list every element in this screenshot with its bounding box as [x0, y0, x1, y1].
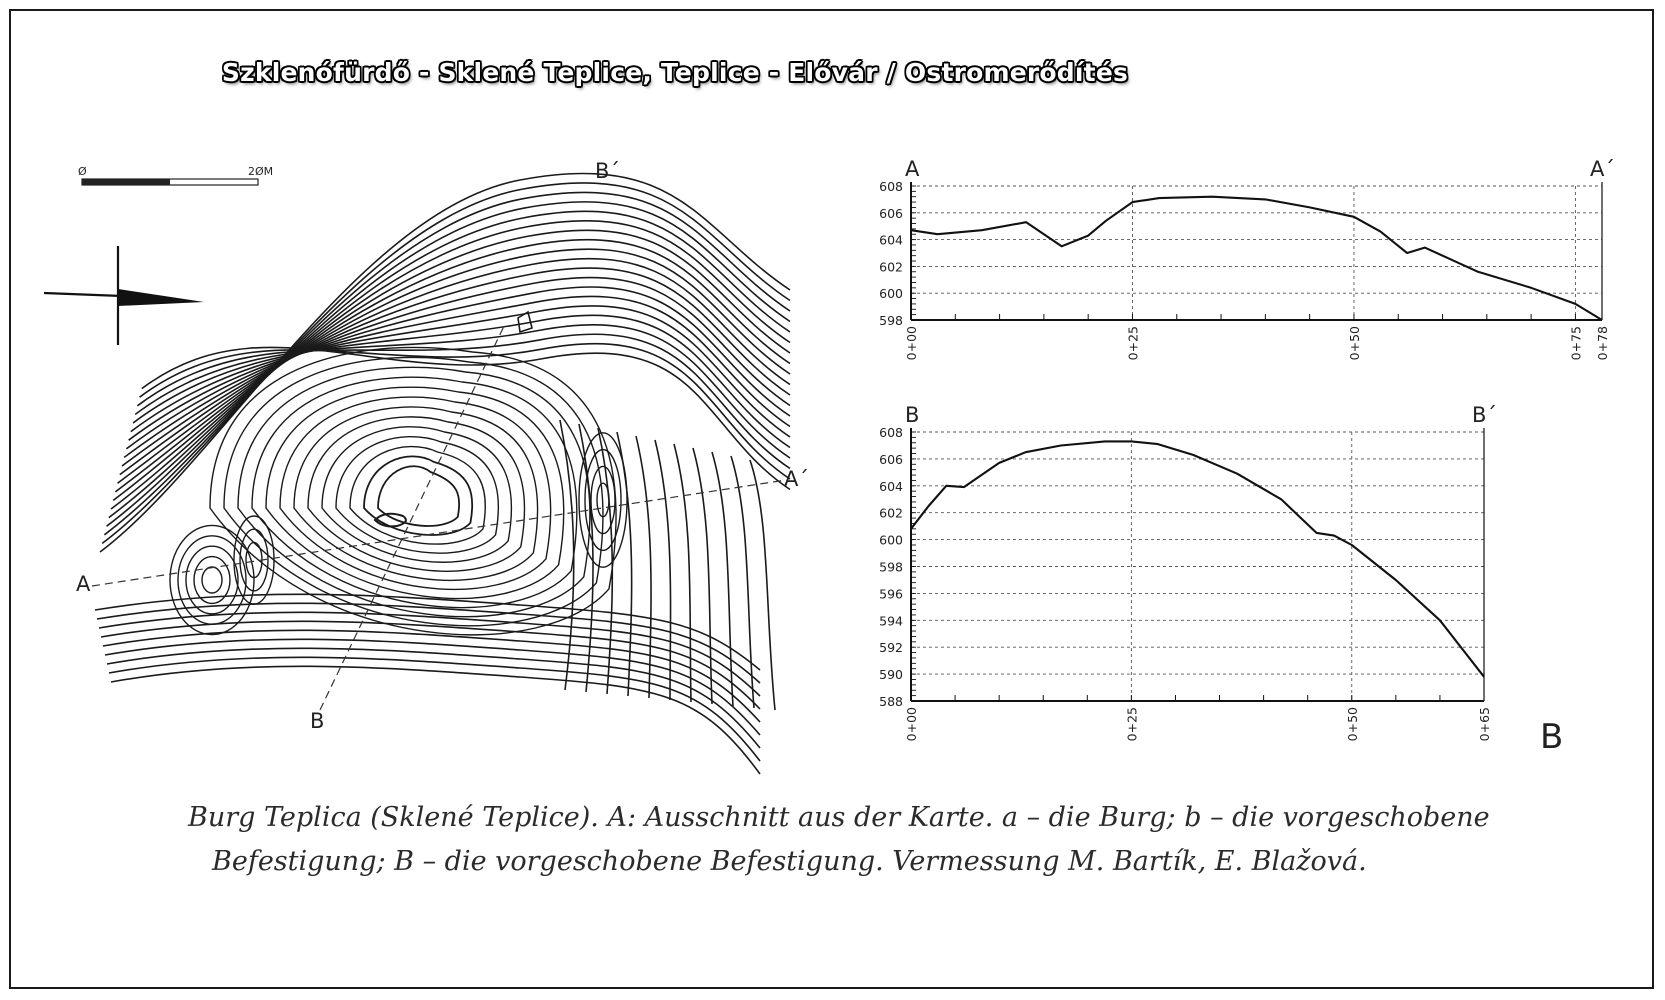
profile-a-y-tick-label: 600 — [879, 286, 903, 302]
profile-a-end-label: A´ — [1590, 157, 1615, 181]
profile-b-end-label: B´ — [1472, 403, 1497, 427]
contour-line — [120, 259, 790, 475]
contour-line — [111, 666, 760, 774]
contour-line — [655, 440, 671, 700]
profile-b-x-tick-label: 0+65 — [1477, 707, 1492, 742]
profile-a-x-tick-label: 0+78 — [1595, 326, 1610, 361]
section-line-a — [92, 480, 786, 586]
scale-start-label: Ø — [78, 165, 87, 178]
profile-b-y-tick-label: 588 — [879, 694, 903, 709]
contour-line — [210, 347, 616, 634]
profile-b-y-tick-label: 596 — [879, 586, 903, 602]
page-title: Szklenófürdő - Sklené Teplice, Teplice - Elővár / Ostromerődítés — [221, 58, 1129, 87]
contour-line — [122, 268, 790, 466]
contour-map — [95, 173, 790, 774]
profile-b-profile-line — [911, 441, 1484, 676]
profile-a-x-tick-label: 0+50 — [1346, 326, 1362, 361]
profile-b-y-tick-label: 592 — [879, 640, 903, 656]
profile-a-profile-line — [911, 197, 1602, 320]
profile-a-y-tick-label: 606 — [879, 205, 903, 221]
profile-a-y-tick-label: 604 — [879, 232, 903, 248]
scale-end-label: 2ØM — [248, 165, 274, 178]
profile-b-y-tick-label: 600 — [879, 532, 903, 548]
profile-b-y-tick-label: 590 — [879, 667, 903, 683]
north-arrow-icon — [44, 246, 204, 345]
profile-a-x-tick-label: 0+00 — [904, 326, 919, 361]
map-label-b-prime: B´ — [595, 159, 620, 183]
contour-line — [109, 657, 760, 761]
profile-a-x-tick-label: 0+25 — [1125, 326, 1141, 361]
profile-b-y-tick-label: 598 — [879, 559, 903, 575]
profile-b-y-tick-label: 606 — [879, 451, 903, 467]
contour-line — [124, 278, 790, 458]
profile-b-y-tick-label: 602 — [879, 505, 903, 521]
contour-line — [107, 648, 760, 748]
profile-chart-a — [879, 157, 1615, 360]
profile-b-x-tick-label: 0+25 — [1124, 707, 1140, 742]
map-label-b: B — [310, 709, 325, 733]
profile-b-y-tick-label: 604 — [879, 478, 903, 494]
profile-a-x-tick-label: 0+75 — [1568, 326, 1584, 361]
panel-letter: B — [1540, 717, 1564, 757]
contour-line — [135, 325, 790, 458]
caption-line-1: Burg Teplica (Sklené Teplice). A: Ausschnitt aus der Karte. a – die Burg; b – die vorgeschobene — [188, 802, 1490, 833]
map-label-a-prime: A´ — [784, 467, 809, 491]
contour-line — [731, 456, 754, 708]
caption-line-2: Befestigung; B – die vorgeschobene Befestigung. Vermessung M. Bartík, E. Blažová. — [212, 846, 1367, 877]
contour-line — [266, 387, 564, 598]
profile-b-x-tick-label: 0+00 — [904, 707, 919, 742]
profile-a-y-tick-label: 608 — [879, 179, 903, 194]
profile-a-y-tick-label: 598 — [879, 313, 903, 328]
contour-line — [560, 420, 574, 690]
contour-line — [693, 448, 712, 704]
profile-b-y-tick-label: 594 — [879, 613, 903, 629]
contour-line — [636, 436, 651, 698]
contour-line — [750, 460, 775, 710]
profile-a-start-label: A — [905, 157, 920, 181]
contour-line — [202, 567, 222, 593]
profile-chart-b — [879, 403, 1497, 741]
profile-b-y-tick-label: 608 — [879, 425, 903, 440]
profile-a-y-tick-label: 602 — [879, 259, 903, 275]
map-label-a: A — [76, 572, 91, 596]
profile-b-start-label: B — [905, 403, 920, 427]
contour-line — [378, 466, 459, 526]
scale-bar — [78, 165, 273, 185]
profile-b-x-tick-label: 0+50 — [1344, 707, 1360, 742]
contour-line — [170, 525, 254, 634]
